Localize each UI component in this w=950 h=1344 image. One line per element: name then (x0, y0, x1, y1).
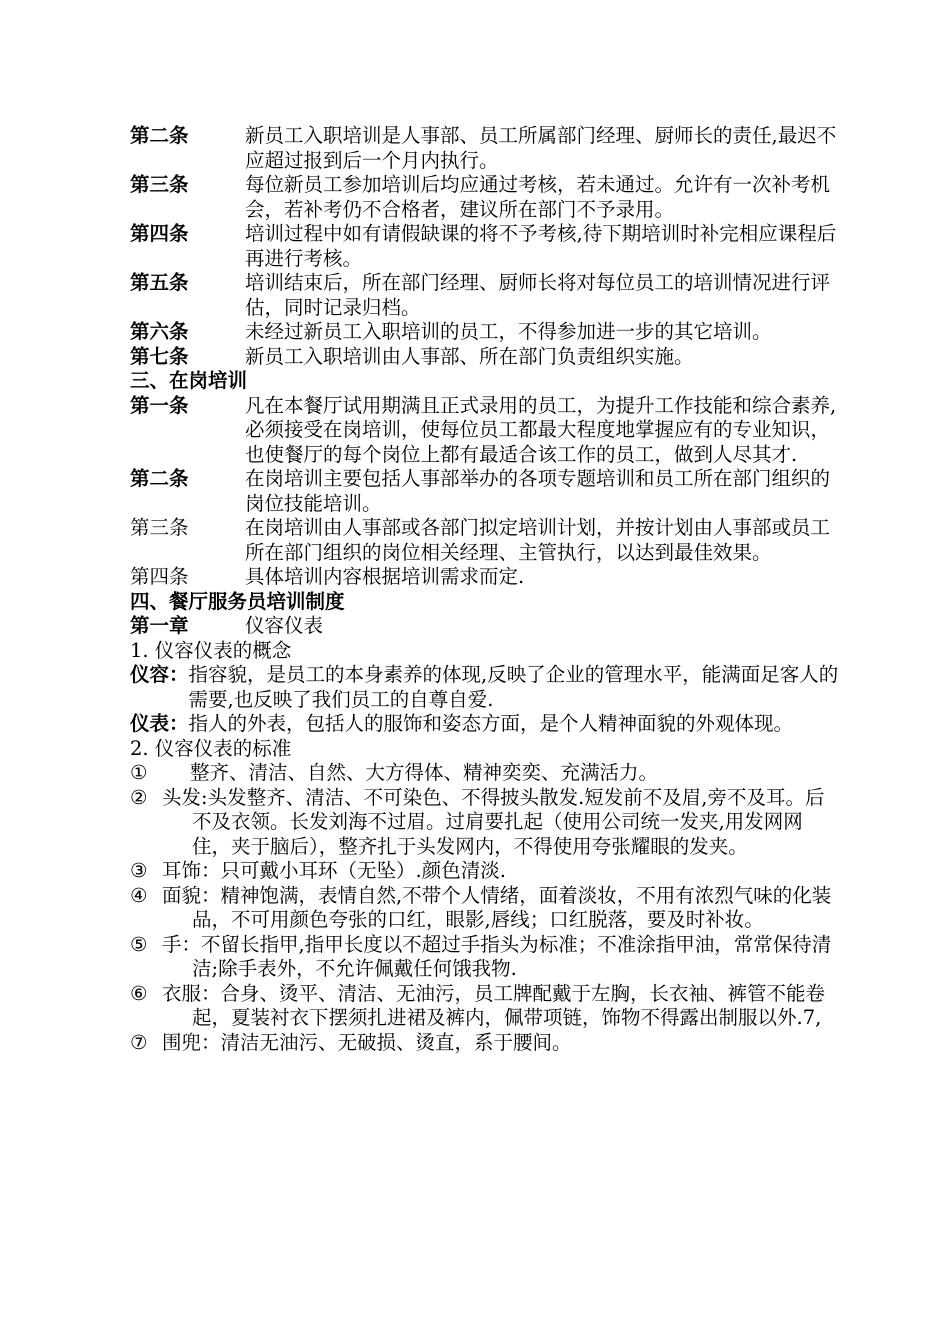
term-text: 指容貌，是员工的本身素养的体现,反映了企业的管理水平，能满面足客人的需要,也反映了我们员工的自尊自爱. (188, 663, 839, 711)
article-label: 第二条 (130, 124, 189, 147)
list-text: 整齐、清洁、自然、大方得体、精神奕奕、充满活力。 (190, 761, 659, 784)
list-text: 围兜：清洁无油污、无破损、烫直，系于腰间。 (162, 1030, 572, 1054)
article-row (130, 516, 840, 565)
list-item (130, 786, 840, 860)
article-row (130, 271, 840, 320)
article-row (130, 222, 840, 271)
term-row (130, 712, 840, 737)
subheading: 2. 仪容仪表的标准 (130, 736, 292, 760)
list-text: 面貌：精神饱满，表情自然,不带个人情绪，面着淡妆，不用有浓烈气味的化装品，不可用颜色夸张的口红，眼影,唇线；口红脱落，要及时补妆。 (162, 883, 832, 931)
article-text: 在岗培训由人事部或各部门拟定培训计划，并按计划由人事部或员工所在部门组织的岗位相关经理、主管执行，以达到最佳效果。 (245, 516, 831, 564)
list-text: 耳饰：只可戴小耳环（无坠）.颜色清淡. (162, 859, 506, 882)
article-text: 在岗培训主要包括人事部举办的各项专题培训和员工所在部门组织的岗位技能培训。 (245, 467, 831, 515)
article-text: 新员工入职培训由人事部、所在部门负责组织实施。 (245, 344, 694, 368)
term-text: 指人的外表，包括人的服饰和姿态方面，是个人精神面貌的外观体现。 (188, 712, 794, 735)
article-row (130, 565, 840, 590)
chapter-row (130, 614, 840, 639)
article-row (130, 345, 840, 370)
article-text: 培训过程中如有请假缺课的将不予考核,待下期培训时补完相应课程后再进行考核。 (245, 222, 837, 270)
article-label: 第四条 (130, 565, 189, 588)
article-text: 未经过新员工入职培训的员工，不得参加进一步的其它培训。 (245, 320, 772, 343)
article-text: 新员工入职培训是人事部、员工所属部门经理、厨师长的责任,最迟不应超过报到后一个月内执行。 (245, 124, 837, 172)
list-text: 头发:头发整齐、清洁、不可染色、不得披头散发.短发前不及眉,旁不及耳。后不及衣领。长发刘海不过眉。过肩要扎起（使用公司统一发夹,用发网网住，夹于脑后），整齐扎于头发网内，不得使用夸张耀眼的发夹。 (162, 785, 825, 858)
list-number: ① (130, 761, 148, 784)
article-row (130, 173, 840, 222)
list-item (130, 884, 840, 933)
article-text: 凡在本餐厅试用期满且正式录用的员工，为提升工作技能和综合素养,必须接受在岗培训，使每位员工都最大程度地掌握应有的专业知识，也使餐厅的每个岗位上都有最适合该工作的员工，做到人尽其才. (245, 393, 837, 466)
article-label: 第一条 (130, 393, 189, 417)
list-item (130, 859, 840, 884)
list-number: ④ (130, 883, 148, 907)
list-number: ⑤ (130, 932, 148, 956)
section-heading: 四、餐厅服务员培训制度 (130, 589, 345, 613)
article-label: 第三条 (130, 516, 189, 539)
chapter-label: 第一章 (130, 614, 189, 637)
article-label: 第五条 (130, 271, 189, 294)
list-text: 手：不留长指甲,指甲长度以不超过手指头为标准；不准涂指甲油，常常保待清洁;除手表外，不允许佩戴任何饿我物. (162, 932, 832, 980)
list-text: 衣服：合身、烫平、清洁、无油污，员工牌配戴于左胸，长衣袖、裤管不能卷起，夏装衬衣下摆须扎进裙及裤内，佩带项链，饰物不得露出制服以外.7, (162, 981, 826, 1029)
list-item (130, 933, 840, 982)
list-number: ② (130, 785, 148, 809)
article-label: 第三条 (130, 173, 189, 196)
list-number: ⑥ (130, 981, 148, 1005)
term-label: 仪容： (130, 663, 189, 686)
article-label: 第二条 (130, 467, 189, 490)
article-label: 第七条 (130, 344, 189, 368)
chapter-title: 仪容仪表 (245, 614, 324, 637)
article-row (130, 124, 840, 173)
list-item (130, 761, 840, 786)
term-label: 仪表： (130, 712, 189, 735)
article-row (130, 394, 840, 468)
list-item (130, 982, 840, 1031)
article-text: 具体培训内容根据培训需求而定. (245, 565, 525, 588)
term-row (130, 663, 840, 712)
list-number: ③ (130, 859, 148, 882)
list-number: ⑦ (130, 1030, 148, 1054)
article-text: 培训结束后，所在部门经理、厨师长将对每位员工的培训情况进行评估，同时记录归档。 (245, 271, 831, 319)
subheading: 1. 仪容仪表的概念 (130, 638, 292, 662)
article-label: 第六条 (130, 320, 189, 343)
article-row (130, 320, 840, 345)
document-page (130, 124, 840, 1055)
article-label: 第四条 (130, 222, 189, 245)
article-row (130, 467, 840, 516)
article-text: 每位新员工参加培训后均应通过考核，若未通过。允许有一次补考机会，若补考仍不合格者，建议所在部门不予录用。 (245, 173, 831, 221)
section-heading: 三、在岗培训 (130, 369, 248, 392)
list-item (130, 1031, 840, 1056)
